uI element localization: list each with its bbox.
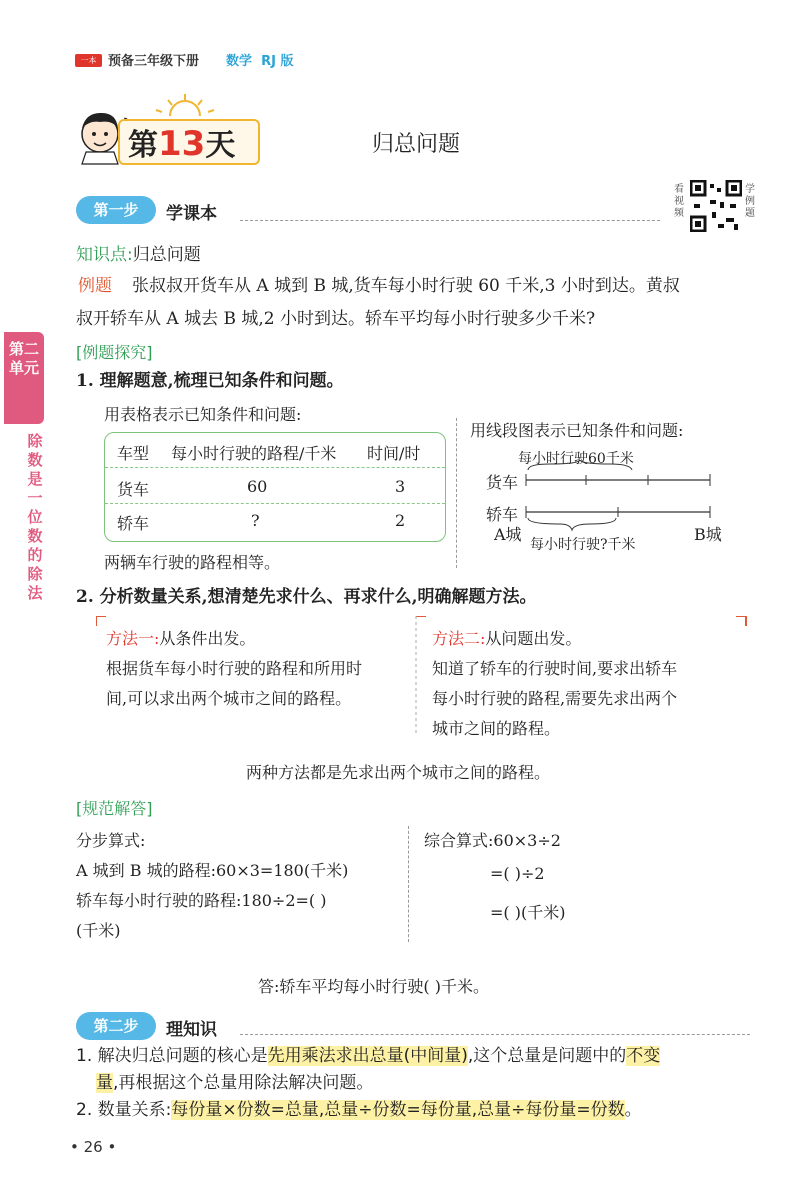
table-cell: 2 <box>395 511 406 530</box>
sun-rays-icon <box>150 92 220 118</box>
table-header-type: 车型 <box>117 444 150 463</box>
diagram-bottom-label: 每小时行驶?千米 <box>530 537 636 553</box>
qr-left-label: 看视频 <box>674 184 684 219</box>
table-cell: 轿车 <box>117 514 150 533</box>
solution-tag: [规范解答] <box>76 799 153 818</box>
example-line1: 张叔叔开货车从 A 城到 B 城,货车每小时行驶 60 千米,3 小时到达。黄叔 <box>132 276 680 296</box>
methods-summary: 两种方法都是先求出两个城市之间的路程。 <box>246 763 551 782</box>
method1-line: 根据货车每小时行驶的路程和所用时 <box>106 659 363 678</box>
unit-title: 除数是一位数的除法 <box>27 432 43 602</box>
stepwise-line: 轿车每小时行驶的路程:180÷2=( ) <box>76 891 327 910</box>
knowledge-point: 知识点:归总问题 <box>76 245 201 265</box>
day-title: 第13天 <box>128 124 236 164</box>
combined-label: 综合算式:60×3÷2 <box>424 831 561 850</box>
answer-line: 答:轿车平均每小时行驶( )千米。 <box>258 977 489 996</box>
stepwise-line: A 城到 B 城的路程:60×3=180(千米) <box>76 861 349 880</box>
table-header-time: 时间/时 <box>367 444 421 463</box>
table-intro: 用表格表示已知条件和问题: <box>104 405 302 424</box>
combined-line: =( )(千米) <box>490 903 566 922</box>
stepwise-line: (千米) <box>76 921 121 940</box>
step1-title: 1. 理解题意,梳理已知条件和问题。 <box>76 371 344 391</box>
table-cell: ? <box>251 511 260 530</box>
step2-title: 2. 分析数量关系,想清楚先求什么、再求什么,明确解题方法。 <box>76 587 537 607</box>
point-1-line1: 1. 解决归总问题的核心是先用乘法求出总量(中间量),这个总量是问题中的不变 <box>76 1046 661 1066</box>
diagram-intro: 用线段图表示已知条件和问题: <box>470 421 684 440</box>
method2-line: 知道了轿车的行驶时间,要求出轿车 <box>432 659 678 678</box>
subject-label: 数学 RJ 版 <box>226 54 294 69</box>
step2-label: 理知识 <box>166 1020 217 1040</box>
column-divider <box>456 418 457 568</box>
table-cell: 60 <box>247 477 268 496</box>
divider <box>240 220 660 221</box>
step2-pill: 第二步 <box>76 1012 156 1040</box>
page-number: • 26 • <box>70 1138 117 1156</box>
example-line2: 叔开轿车从 A 城去 B 城,2 小时到达。轿车平均每小时行驶多少千米? <box>76 309 596 329</box>
divider <box>240 1034 750 1035</box>
brand-badge: 一本 <box>75 54 102 67</box>
method2-title: 方法二:从问题出发。 <box>432 629 582 648</box>
solution-divider <box>408 826 409 942</box>
table-note: 两辆车行驶的路程相等。 <box>104 553 281 572</box>
method1-title: 方法一:从条件出发。 <box>106 629 256 648</box>
table-header-speed: 每小时行驶的路程/千米 <box>171 444 337 463</box>
side-unit-tab <box>0 332 46 602</box>
conditions-table <box>104 432 446 542</box>
method1-line: 间,可以求出两个城市之间的路程。 <box>106 689 352 708</box>
point-2: 2. 数量关系:每份量×份数=总量,总量÷份数=每份量,总量÷每份量=份数。 <box>76 1100 642 1120</box>
book-title: 预备三年级下册 <box>108 54 200 69</box>
diagram-car: 轿车 <box>486 505 519 524</box>
step1-label: 学课本 <box>166 204 217 224</box>
diagram-truck: 货车 <box>486 473 519 492</box>
page-title: 归总问题 <box>372 132 461 157</box>
method2-line: 城市之间的路程。 <box>432 719 561 738</box>
example-label: 例题 <box>78 276 112 296</box>
table-cell: 货车 <box>117 480 150 499</box>
diagram-city-b: B城 <box>694 525 722 544</box>
qr-right-label: 学例题 <box>745 184 755 219</box>
method2-line: 每小时行驶的路程,需要先求出两个 <box>432 689 678 708</box>
step1-pill: 第一步 <box>76 196 156 224</box>
table-cell: 3 <box>395 477 406 496</box>
line-segment-diagram <box>520 460 720 532</box>
stepwise-label: 分步算式: <box>76 831 146 850</box>
point-1-line2: 量,再根据这个总量用除法解决问题。 <box>96 1073 374 1093</box>
diagram-city-a: A城 <box>494 525 522 544</box>
explore-tag: [例题探究] <box>76 343 153 362</box>
combined-line: =( )÷2 <box>490 864 545 883</box>
unit-label: 第二单元 <box>4 332 44 424</box>
diagram-top-label: 每小时行驶60千米 <box>518 451 634 467</box>
qr-code-icon <box>690 180 742 232</box>
